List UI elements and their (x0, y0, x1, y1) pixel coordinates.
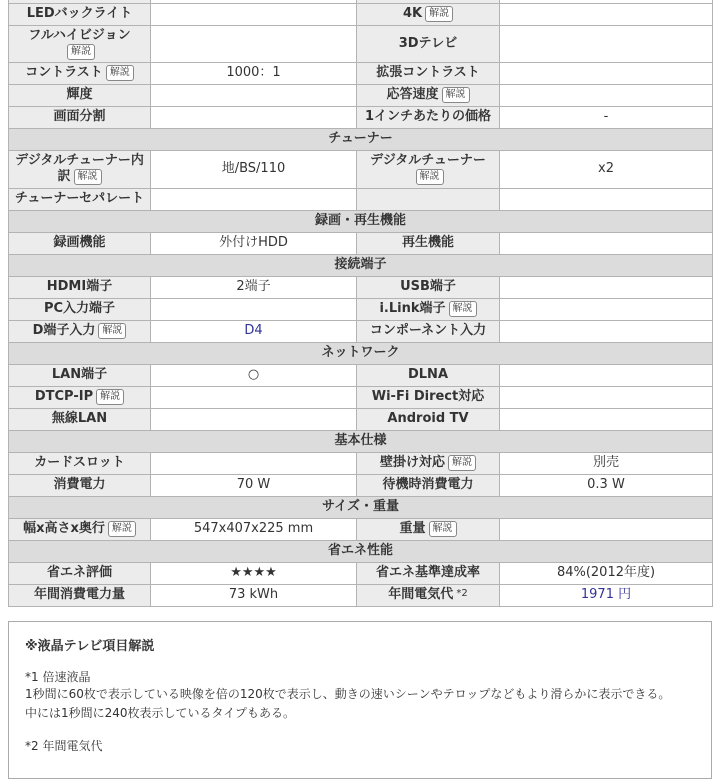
spec-label: PC入力端子 (9, 298, 151, 320)
section-header-row (9, 210, 713, 232)
spec-label: 省エネ評価 (9, 562, 151, 584)
spec-label: カードスロット (9, 452, 151, 474)
footnote-item-text: 中には1秒間に240枚表示しているタイプもある。 (25, 704, 695, 723)
spec-label: コンポーネント入力 (357, 320, 500, 342)
spec-value-link[interactable]: D4 (151, 320, 357, 342)
spec-label: LEDバックライト (9, 3, 151, 25)
spec-label: 無線LAN (9, 408, 151, 430)
section-title: 省エネ性能 (9, 540, 713, 562)
spec-label: Android TV (357, 408, 500, 430)
spec-value: 別売 (500, 452, 713, 474)
spec-label: DLNA (357, 364, 500, 386)
section-title: チューナー (9, 129, 713, 151)
spec-label: 年間電気代 $^{*2}$ (357, 584, 500, 606)
table-row (9, 452, 713, 474)
spec-value-link[interactable]: 1971 円 (500, 584, 713, 606)
spec-label: 1インチあたりの価格 (357, 107, 500, 129)
spec-table-body (9, 0, 713, 606)
table-row (9, 85, 713, 107)
section-title: 接続端子 (9, 254, 713, 276)
spec-label: Wi-Fi Direct対応 (357, 386, 500, 408)
table-row (9, 25, 713, 63)
table-row (9, 584, 713, 606)
spec-label: DTCP-IP 解説 (9, 386, 151, 408)
footnote-title: ※液晶テレビ項目解説 (25, 635, 695, 654)
spec-value (500, 386, 713, 408)
section-header-row (9, 496, 713, 518)
spec-label: 画面分割 (9, 107, 151, 129)
spec-value: 0.3 W (500, 474, 713, 496)
spec-label: 待機時消費電力 (357, 474, 500, 496)
spec-value: 2端子 (151, 276, 357, 298)
spec-label: 年間消費電力量 (9, 584, 151, 606)
spec-label: 輝度 (9, 85, 151, 107)
spec-value (151, 452, 357, 474)
spec-value (500, 232, 713, 254)
kaisetsu-link[interactable]: 解説 (67, 44, 95, 60)
spec-value (500, 408, 713, 430)
table-row (9, 276, 713, 298)
spec-label: デジタルチューナー解説 (357, 151, 500, 189)
section-header-row (9, 254, 713, 276)
spec-label: 応答速度 解説 (357, 85, 500, 107)
table-row (9, 298, 713, 320)
spec-value (500, 188, 713, 210)
section-title: 基本仕様 (9, 430, 713, 452)
spec-value: - (500, 107, 713, 129)
spec-table (8, 0, 713, 607)
kaisetsu-link[interactable]: 解説 (108, 521, 136, 537)
spec-value (151, 188, 357, 210)
spec-value (500, 25, 713, 63)
spec-label: 4K 解説 (357, 3, 500, 25)
spec-value (151, 386, 357, 408)
kaisetsu-link[interactable]: 解説 (448, 455, 476, 471)
footnote-item-title: *2 年間電気代 (25, 737, 695, 754)
spec-label: HDMI端子 (9, 276, 151, 298)
kaisetsu-link[interactable]: 解説 (74, 169, 102, 185)
footnote-item-text: 1秒間に60枚で表示している映像を倍の120枚で表示し、動きの速いシーンやテロップなどもより滑らかに表示できる。 (25, 685, 695, 704)
spec-label: チューナーセパレート (9, 188, 151, 210)
kaisetsu-link[interactable]: 解説 (96, 389, 124, 405)
spec-value: 547x407x225 mm (151, 518, 357, 540)
spec-label: 録画機能 (9, 232, 151, 254)
section-header-row (9, 430, 713, 452)
spec-value: ★★★★ (151, 562, 357, 584)
spec-label: i.Link端子 解説 (357, 298, 500, 320)
spec-value (151, 85, 357, 107)
spec-label: 壁掛け対応 解説 (357, 452, 500, 474)
spec-label: 消費電力 (9, 474, 151, 496)
spec-value (151, 25, 357, 63)
table-row (9, 232, 713, 254)
spec-value (500, 298, 713, 320)
table-row (9, 562, 713, 584)
spec-label: 拡張コントラスト (357, 63, 500, 85)
kaisetsu-link[interactable]: 解説 (98, 323, 126, 339)
spec-value (500, 364, 713, 386)
kaisetsu-link[interactable]: 解説 (429, 521, 457, 537)
spec-value: 1000：1 (151, 63, 357, 85)
spec-value: 73 kWh (151, 584, 357, 606)
spec-value (151, 3, 357, 25)
spec-label: D端子入力 解説 (9, 320, 151, 342)
spec-label: LAN端子 (9, 364, 151, 386)
section-header-row (9, 129, 713, 151)
spec-value: 70 W (151, 474, 357, 496)
spec-value: 84%(2012年度) (500, 562, 713, 584)
spec-value (500, 320, 713, 342)
footnote-notes (25, 668, 695, 755)
spec-label: USB端子 (357, 276, 500, 298)
spec-value: ○ (151, 364, 357, 386)
section-title: 録画・再生機能 (9, 210, 713, 232)
spec-value: 地/BS/110 (151, 151, 357, 189)
section-header-row (9, 342, 713, 364)
kaisetsu-link[interactable]: 解説 (106, 65, 134, 81)
kaisetsu-link[interactable]: 解説 (449, 301, 477, 317)
section-title: ネットワーク (9, 342, 713, 364)
table-row (9, 518, 713, 540)
spec-value (500, 63, 713, 85)
spec-value: 外付けHDD (151, 232, 357, 254)
kaisetsu-link[interactable]: 解説 (416, 169, 444, 185)
table-row (9, 386, 713, 408)
spec-label: 重量 解説 (357, 518, 500, 540)
footnote-ref: *2 (456, 588, 467, 599)
kaisetsu-link[interactable]: 解説 (442, 87, 470, 103)
table-row (9, 188, 713, 210)
table-row (9, 3, 713, 25)
spec-value (500, 276, 713, 298)
spec-value (500, 3, 713, 25)
table-row (9, 474, 713, 496)
spec-label: 3Dテレビ (357, 25, 500, 63)
section-header-row (9, 540, 713, 562)
table-row (9, 63, 713, 85)
spec-label (357, 188, 500, 210)
footnote-box (8, 621, 712, 779)
spec-label: 省エネ基準達成率 (357, 562, 500, 584)
spec-label: コントラスト 解説 (9, 63, 151, 85)
section-title: サイズ・重量 (9, 496, 713, 518)
footnote-item-title: *1 倍速液晶 (25, 668, 695, 685)
table-row (9, 320, 713, 342)
table-row (9, 408, 713, 430)
kaisetsu-link[interactable]: 解説 (425, 6, 453, 22)
table-row (9, 364, 713, 386)
spec-value (500, 518, 713, 540)
spec-value (151, 298, 357, 320)
spec-label: フルハイビジョン解説 (9, 25, 151, 63)
spec-label: 幅x高さx奥行 解説 (9, 518, 151, 540)
table-row (9, 151, 713, 189)
table-row (9, 107, 713, 129)
spec-value (500, 85, 713, 107)
spec-value (151, 107, 357, 129)
spec-value (151, 408, 357, 430)
spec-value: x2 (500, 151, 713, 189)
spec-label: 再生機能 (357, 232, 500, 254)
spec-label: デジタルチューナー内訳 解説 (9, 151, 151, 189)
